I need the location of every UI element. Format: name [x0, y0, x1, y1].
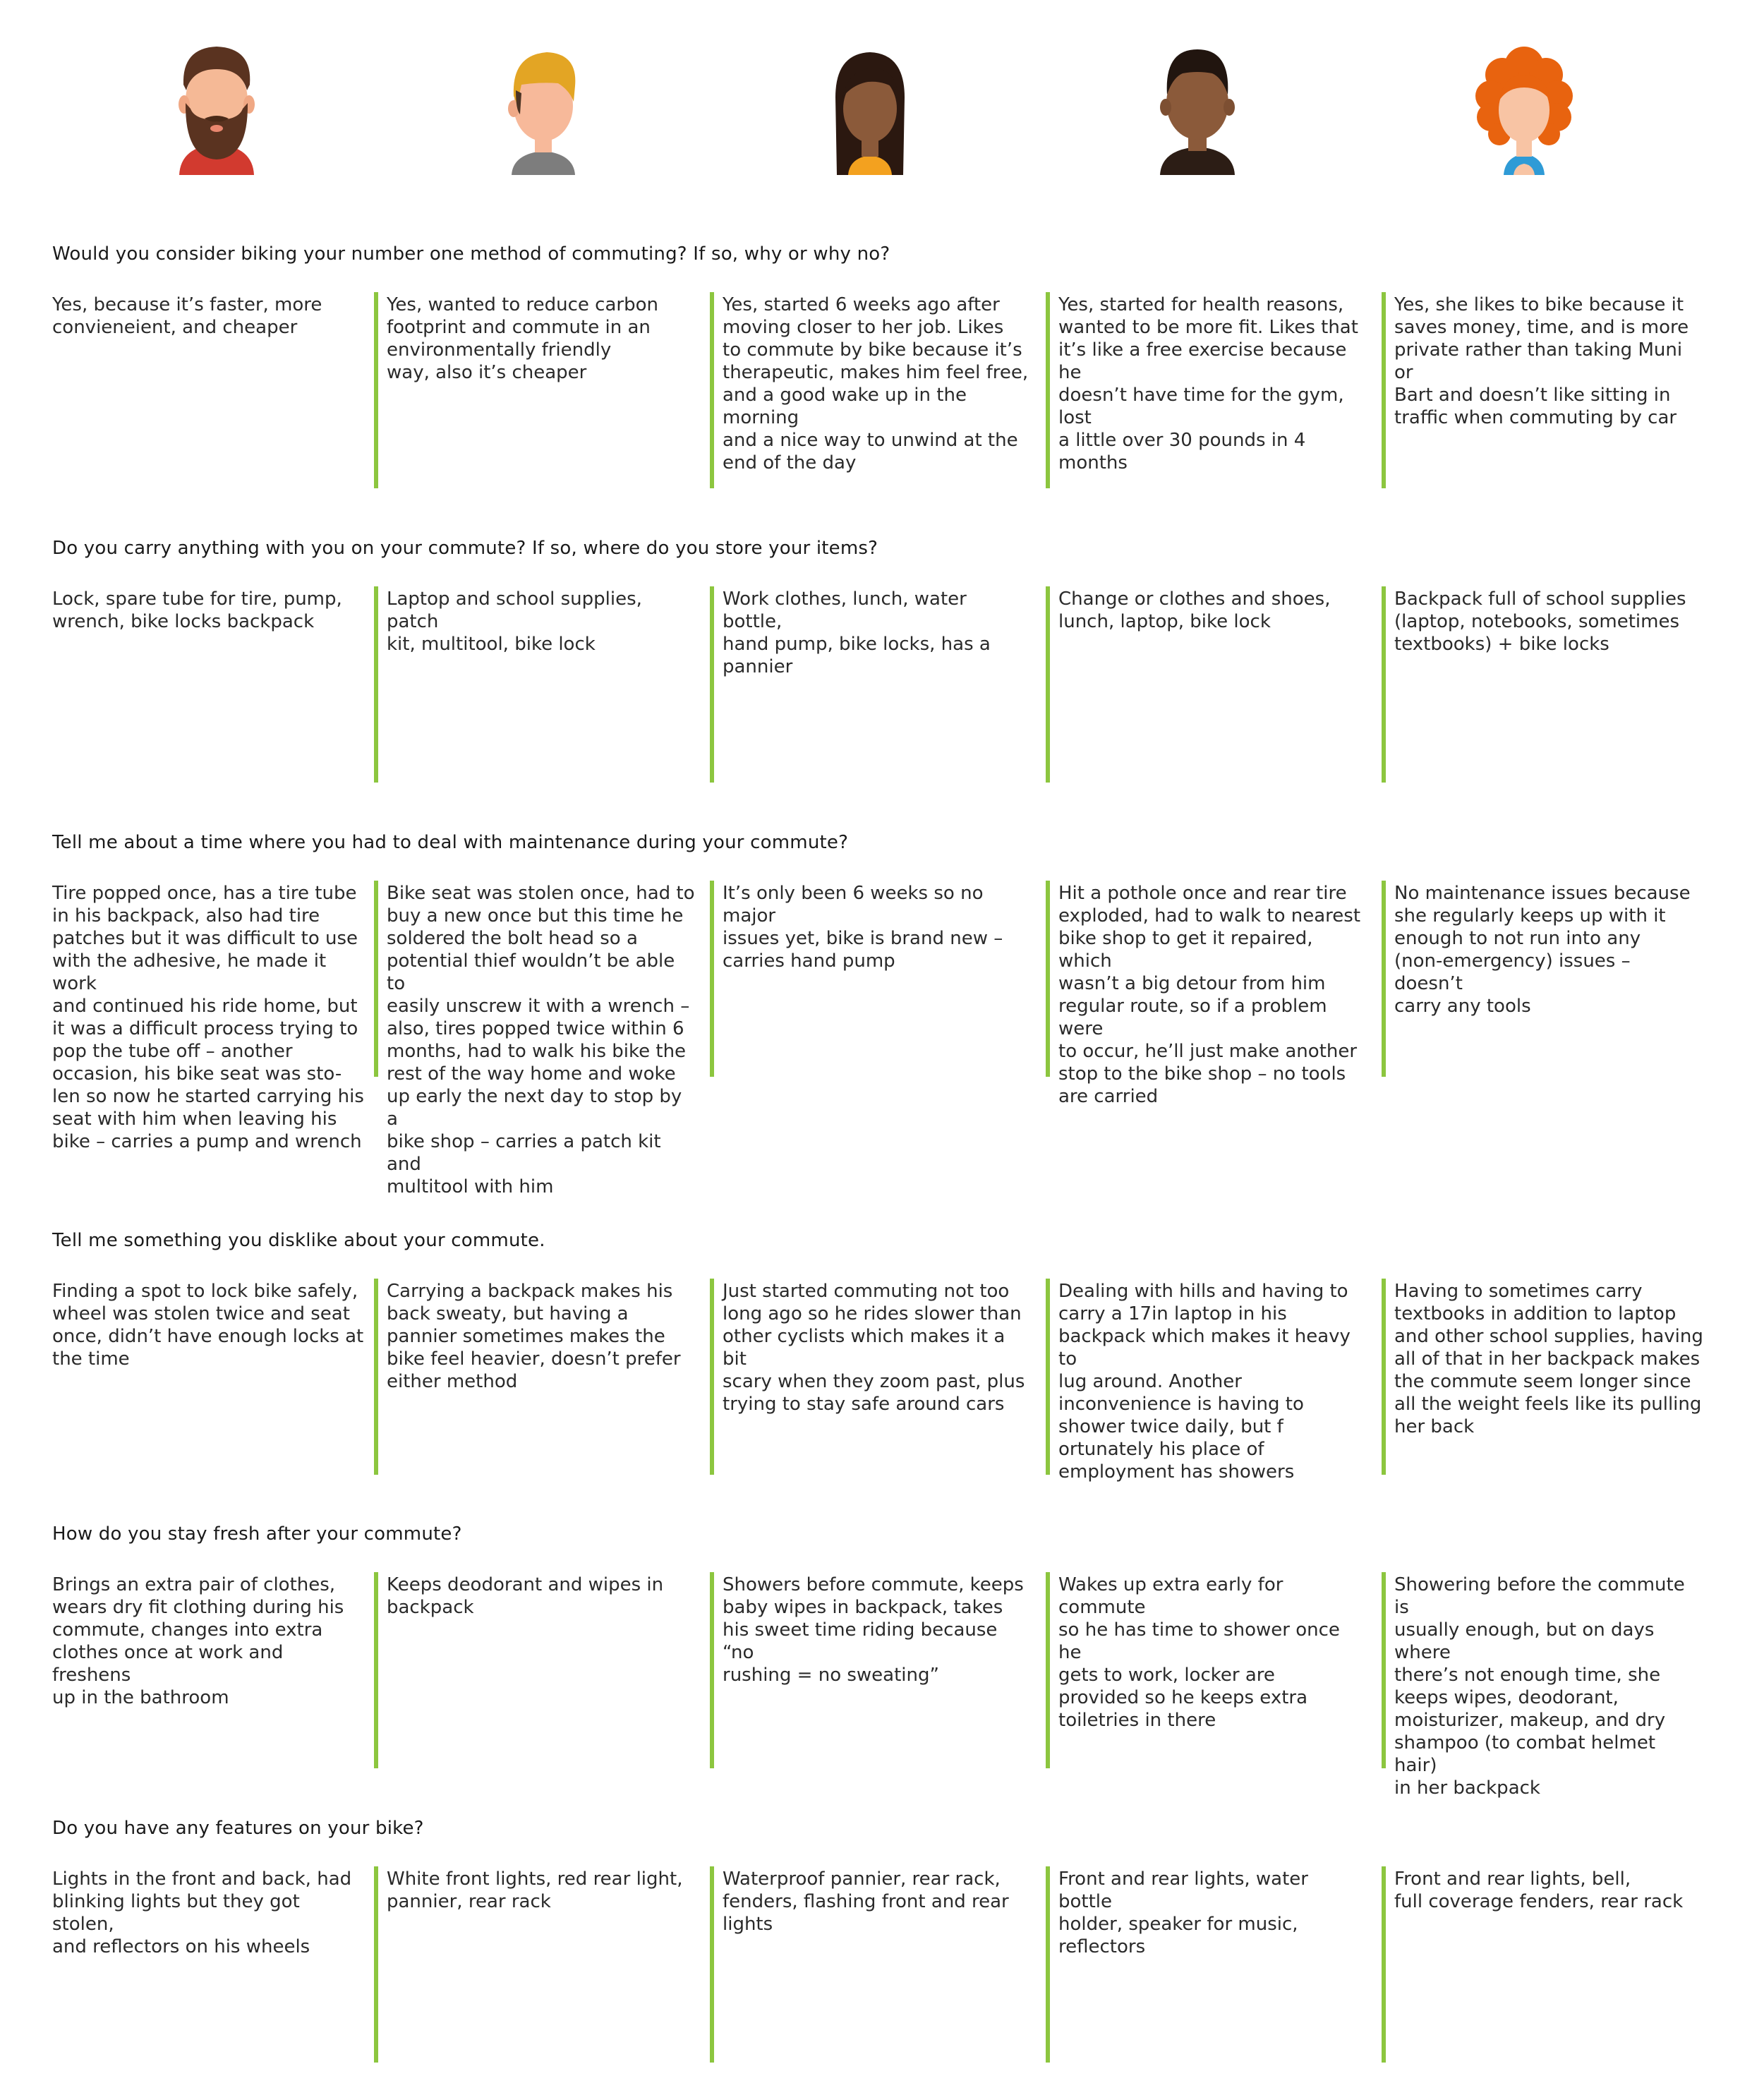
- answer-text: Brings an extra pair of clothes, wears dry fit clothing during his commute, changes into extra clothes once at work and freshens up in the bathroom: [52, 1574, 344, 1708]
- answer-text: Hit a pothole once and rear tire exploded, had to walk to nearest bike shop to get it repaired, which wasn’t a big detour from him regular route, so if a problem were to occur, he’ll just make another stop to the bike shop – no tools are carried: [1058, 883, 1361, 1107]
- answer-column-persona-5: [1382, 586, 1703, 783]
- answer-text: Wakes up extra early for commute so he has time to shower once he gets to work, locker are provided so he keeps extra toiletries in there: [1058, 1574, 1340, 1731]
- persona-avatar-2: [490, 41, 596, 175]
- answer-column-persona-3: [710, 1279, 1032, 1475]
- answer-column-persona-4: [1046, 1866, 1367, 2063]
- persona-avatar-1: [164, 41, 270, 175]
- answer-column-persona-1: [52, 1279, 377, 1475]
- persona-avatar-3: [817, 41, 923, 175]
- answer-column-persona-2: [374, 292, 696, 488]
- answer-column-persona-3: [710, 586, 1032, 783]
- persona-avatars-row: [0, 41, 1764, 175]
- answer-text: Yes, wanted to reduce carbon footprint and commute in an environmentally friendly way, also it’s cheaper: [387, 294, 658, 383]
- dark-skinned-man-avatar-icon: [1144, 41, 1250, 175]
- blond-man-avatar-icon: [490, 41, 596, 175]
- question-title: How do you stay fresh after your commute?: [52, 1523, 462, 1545]
- answer-text: Showers before commute, keeps baby wipes in backpack, takes his sweet time riding because “no rushing = no sweating”: [723, 1574, 1024, 1686]
- answer-columns: [0, 1572, 1764, 1799]
- answer-columns: [0, 586, 1764, 783]
- answer-text: It’s only been 6 weeks so no major issues yet, bike is brand new – carries hand pump: [723, 883, 1003, 972]
- answer-text: Just started commuting not too long ago so he rides slower than other cyclists which makes it a bit scary when they zoom past, plus trying to stay safe around cars: [723, 1281, 1025, 1415]
- answer-text: White front lights, red rear light, pannier, rear rack: [387, 1868, 683, 1912]
- answer-column-persona-1: [52, 881, 377, 1152]
- answer-text: Laptop and school supplies, patch kit, multitool, bike lock: [387, 588, 642, 655]
- answer-column-persona-2: [374, 1572, 696, 1768]
- answer-text: Yes, because it’s faster, more convieneient, and cheaper: [52, 294, 322, 338]
- answer-text: Keeps deodorant and wipes in backpack: [387, 1574, 664, 1618]
- answer-text: No maintenance issues because she regularly keeps up with it enough to not run into any (non-emergency) issues – doesn’t carry any tools: [1394, 883, 1691, 1017]
- persona-avatar-4: [1144, 41, 1250, 175]
- answer-text: Carrying a backpack makes his back sweaty, but having a pannier sometimes makes the bike feel heavier, doesn’t prefer either method: [387, 1281, 681, 1392]
- answer-column-persona-1: [52, 586, 377, 783]
- answer-text: Lights in the front and back, had blinking lights but they got stolen, and reflectors on his wheels: [52, 1868, 352, 1957]
- question-title: Do you have any features on your bike?: [52, 1818, 424, 1839]
- answer-text: Front and rear lights, bell, full coverage fenders, rear rack: [1394, 1868, 1684, 1912]
- answer-text: Front and rear lights, water bottle holder, speaker for music, reflectors: [1058, 1868, 1308, 1957]
- answer-text: Showering before the commute is usually enough, but on days where there’s not enough time, she keeps wipes, deodorant, moisturizer, makeup, and dry shampoo (to combat helmet hair) in her backpack: [1394, 1574, 1685, 1799]
- answer-text: Yes, started 6 weeks ago after moving closer to her job. Likes to commute by bike because it’s therapeutic, makes him feel free, and a good wake up in the morning and a nice way to unwind at the end of the day: [723, 294, 1029, 473]
- answer-column-persona-5: [1382, 1279, 1703, 1475]
- answer-text: Tire popped once, has a tire tube in his backpack, also had tire patches but it was difficult to use with the adhesive, he made it work and continued his ride home, but it was a difficult process trying to pop the tube off – another occasion, his bike seat was sto- len so now he started carrying his seat with him when leaving his bike – carries a pump and wrench: [52, 883, 364, 1152]
- curly-redhead-woman-avatar-icon: [1471, 41, 1577, 175]
- answer-text: Dealing with hills and having to carry a 17in laptop in his backpack which makes it heavy to lug around. Another inconvenience is having to shower twice daily, but f ortunately his place of employment has showers: [1058, 1281, 1351, 1483]
- answer-column-persona-3: [710, 1572, 1032, 1768]
- answer-text: Backpack full of school supplies (laptop, notebooks, sometimes textbooks) + bike locks: [1394, 588, 1686, 655]
- answer-column-persona-5: [1382, 1572, 1703, 1799]
- answer-column-persona-3: [710, 881, 1032, 1077]
- answer-column-persona-4: [1046, 1279, 1367, 1483]
- answer-text: Change or clothes and shoes, lunch, laptop, bike lock: [1058, 588, 1331, 632]
- answer-column-persona-5: [1382, 292, 1703, 488]
- answer-column-persona-5: [1382, 881, 1703, 1077]
- question-title: Would you consider biking your number one method of commuting? If so, why or why no?: [52, 243, 890, 265]
- answer-column-persona-1: [52, 1866, 377, 2063]
- bearded-man-avatar-icon: [164, 41, 270, 175]
- answer-column-persona-3: [710, 1866, 1032, 2063]
- answer-columns: [0, 1866, 1764, 2063]
- question-title: Tell me about a time where you had to deal with maintenance during your commute?: [52, 832, 849, 853]
- answer-column-persona-4: [1046, 586, 1367, 783]
- answer-text: Yes, started for health reasons, wanted to be more fit. Likes that it’s like a free exercise because he doesn’t have time for the gym, lost a little over 30 pounds in 4 months: [1058, 294, 1358, 473]
- answer-column-persona-4: [1046, 292, 1367, 488]
- answer-text: Bike seat was stolen once, had to buy a new once but this time he soldered the bolt head so a potential thief wouldn’t be able to easily unscrew it with a wrench – also, tires popped twice within 6 months, had to walk his bike the rest of the way home and woke up early the next day to stop by a bike shop – carries a patch kit and multitool with him: [387, 883, 695, 1197]
- answer-text: Finding a spot to lock bike safely, wheel was stolen twice and seat once, didn’t have enough locks at the time: [52, 1281, 364, 1370]
- question-title: Do you carry anything with you on your commute? If so, where do you store your items?: [52, 538, 878, 559]
- question-title: Tell me something you disklike about your commute.: [52, 1230, 545, 1251]
- answer-text: Having to sometimes carry textbooks in addition to laptop and other school supplies, having all of that in her backpack makes the commute seem longer since all the weight feels like its pulling her back: [1394, 1281, 1703, 1437]
- answer-column-persona-2: [374, 1279, 696, 1475]
- answer-text: Work clothes, lunch, water bottle, hand pump, bike locks, has a pannier: [723, 588, 991, 677]
- woman-long-hair-avatar-icon: [817, 41, 923, 175]
- answer-column-persona-5: [1382, 1866, 1703, 2063]
- answer-column-persona-1: [52, 1572, 377, 1768]
- answer-columns: [0, 1279, 1764, 1483]
- answer-column-persona-1: [52, 292, 377, 488]
- answer-columns: [0, 292, 1764, 488]
- answer-column-persona-2: [374, 881, 696, 1197]
- answer-text: Lock, spare tube for tire, pump, wrench, bike locks backpack: [52, 588, 342, 632]
- answer-column-persona-2: [374, 586, 696, 783]
- answer-text: Waterproof pannier, rear rack, fenders, flashing front and rear lights: [723, 1868, 1009, 1935]
- answer-column-persona-2: [374, 1866, 696, 2063]
- answer-column-persona-4: [1046, 881, 1367, 1107]
- answer-text: Yes, she likes to bike because it saves money, time, and is more private rather than taking Muni or Bart and doesn’t like sitting in traffic when commuting by car: [1394, 294, 1689, 428]
- answer-column-persona-3: [710, 292, 1032, 488]
- answer-columns: [0, 881, 1764, 1197]
- answer-column-persona-4: [1046, 1572, 1367, 1768]
- persona-avatar-5: [1471, 41, 1577, 175]
